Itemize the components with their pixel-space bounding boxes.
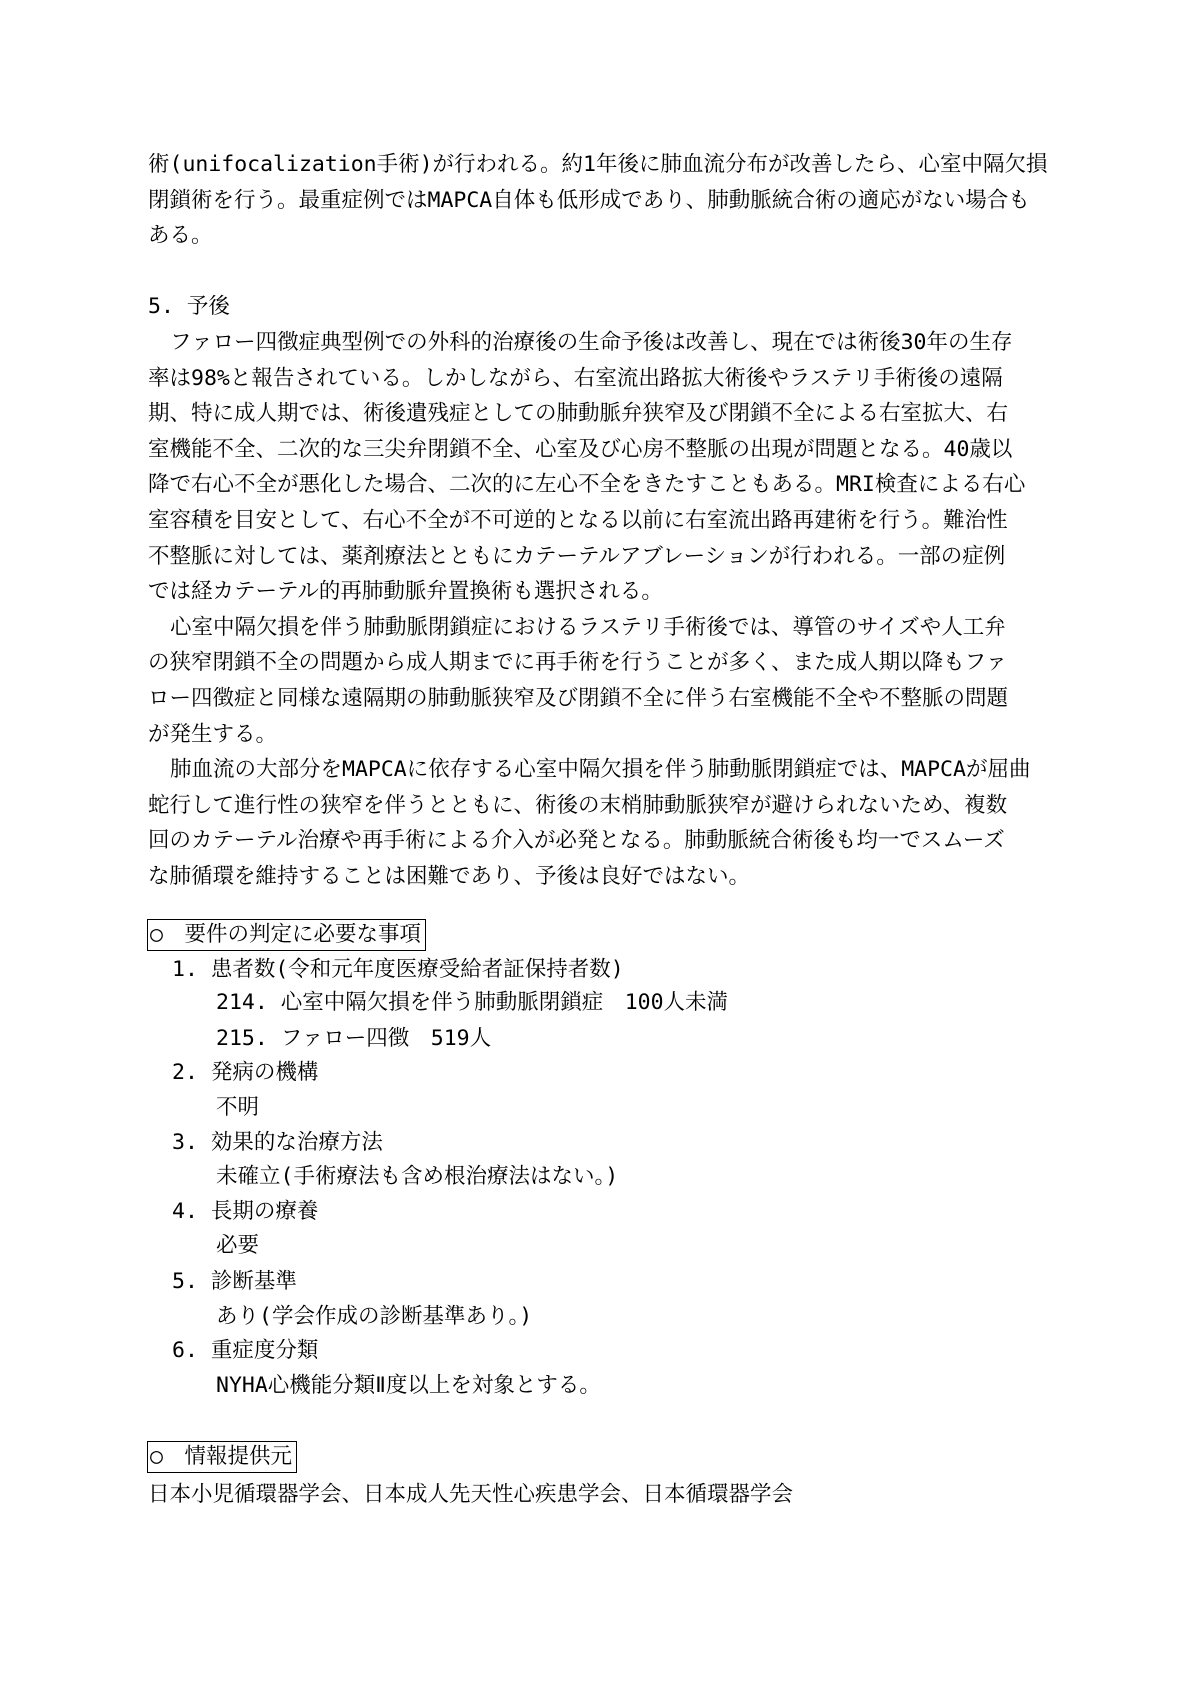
item-patient-count-215: 215. ファロー四徴 519人: [216, 1026, 492, 1051]
item-patient-count: 1. 患者数(令和元年度医療受給者証保持者数): [172, 957, 624, 982]
document-body-text: [148, 147, 1048, 894]
source-heading-box: [147, 1441, 297, 1473]
text-line: の狭窄閉鎖不全の問題から成人期までに再手術を行うことが多く、また成人期以降もファ: [148, 650, 1008, 676]
text-line: 不整脈に対しては、薬剤療法とともにカテーテルアブレーションが行われる。一部の症例: [148, 543, 1006, 569]
text-line: ロー四徴症と同様な遠隔期の肺動脈狭窄及び閉鎖不全に伴う右室機能不全や不整脈の問題: [148, 685, 1009, 711]
text-line: 率は98%と報告されている。しかしながら、右室流出路拡大術後やラステリ手術後の遠隔: [148, 365, 1003, 391]
text-line: ある。: [148, 223, 213, 249]
text-line: 肺血流の大部分をMAPCAに依存する心室中隔欠損を伴う肺動脈閉鎖症では、MAPCAが屈曲: [170, 757, 1031, 783]
item-severity-value: NYHA心機能分類Ⅱ度以上を対象とする。: [216, 1373, 601, 1398]
section-heading-prognosis: 5. 予後: [148, 294, 230, 320]
text-line: が発生する。: [148, 721, 278, 747]
text-line: 降で右心不全が悪化した場合、二次的に左心不全をきたすこともある。MRI検査による右心: [148, 472, 1026, 498]
text-line: 期、特に成人期では、術後遺残症としての肺動脈弁狭窄及び閉鎖不全による右室拡大、右: [148, 401, 1009, 427]
text-line: 室機能不全、二次的な三尖弁閉鎖不全、心室及び心房不整脈の出現が問題となる。40歳以: [148, 436, 1013, 462]
text-line: 室容積を目安として、右心不全が不可逆的となる以前に右室流出路再建術を行う。難治性: [148, 507, 1008, 533]
text-line: では経カテーテル的再肺動脈弁置換術も選択される。: [148, 579, 663, 605]
requirements-heading: ○ 要件の判定に必要な事項: [147, 919, 426, 951]
item-pathogenesis-value: 不明: [216, 1095, 260, 1120]
requirements-heading-box: [147, 919, 426, 951]
item-treatment-value: 未確立(手術療法も含め根治療法はない。): [216, 1164, 619, 1189]
item-long-term-care-value: 必要: [216, 1233, 260, 1258]
item-diagnostic-criteria-value: あり(学会作成の診断基準あり。): [216, 1304, 533, 1329]
text-line: 閉鎖術を行う。最重症例ではMAPCA自体も低形成であり、肺動脈統合術の適応がない場合も: [148, 187, 1030, 213]
item-treatment: 3. 効果的な治療方法: [172, 1130, 383, 1155]
text-line: 蛇行して進行性の狭窄を伴うとともに、術後の末梢肺動脈狭窄が避けられないため、複数: [148, 792, 1008, 818]
text-line: ファロー四徴症典型例での外科的治療後の生命予後は改善し、現在では術後30年の生存: [170, 329, 1013, 355]
item-severity: 6. 重症度分類: [172, 1338, 319, 1363]
item-patient-count-214: 214. 心室中隔欠損を伴う肺動脈閉鎖症 100人未満: [216, 990, 729, 1015]
text-line: 術(unifocalization手術)が行われる。約1年後に肺血流分布が改善したら、心室中隔欠損: [148, 152, 1048, 177]
item-diagnostic-criteria: 5. 診断基準: [172, 1269, 297, 1294]
item-pathogenesis: 2. 発病の機構: [172, 1060, 319, 1085]
text-line: な肺循環を維持することは困難であり、予後は良好ではない。: [148, 863, 751, 889]
text-line: 回のカテーテル治療や再手術による介入が必発となる。肺動脈統合術後も均一でスムーズ: [148, 828, 1005, 854]
text-line: 心室中隔欠損を伴う肺動脈閉鎖症におけるラステリ手術後では、導管のサイズや人工弁: [170, 614, 1006, 640]
source-text: 日本小児循環器学会、日本成人先天性心疾患学会、日本循環器学会: [148, 1482, 794, 1507]
item-long-term-care: 4. 長期の療養: [172, 1199, 319, 1224]
source-heading: ○ 情報提供元: [147, 1441, 297, 1473]
